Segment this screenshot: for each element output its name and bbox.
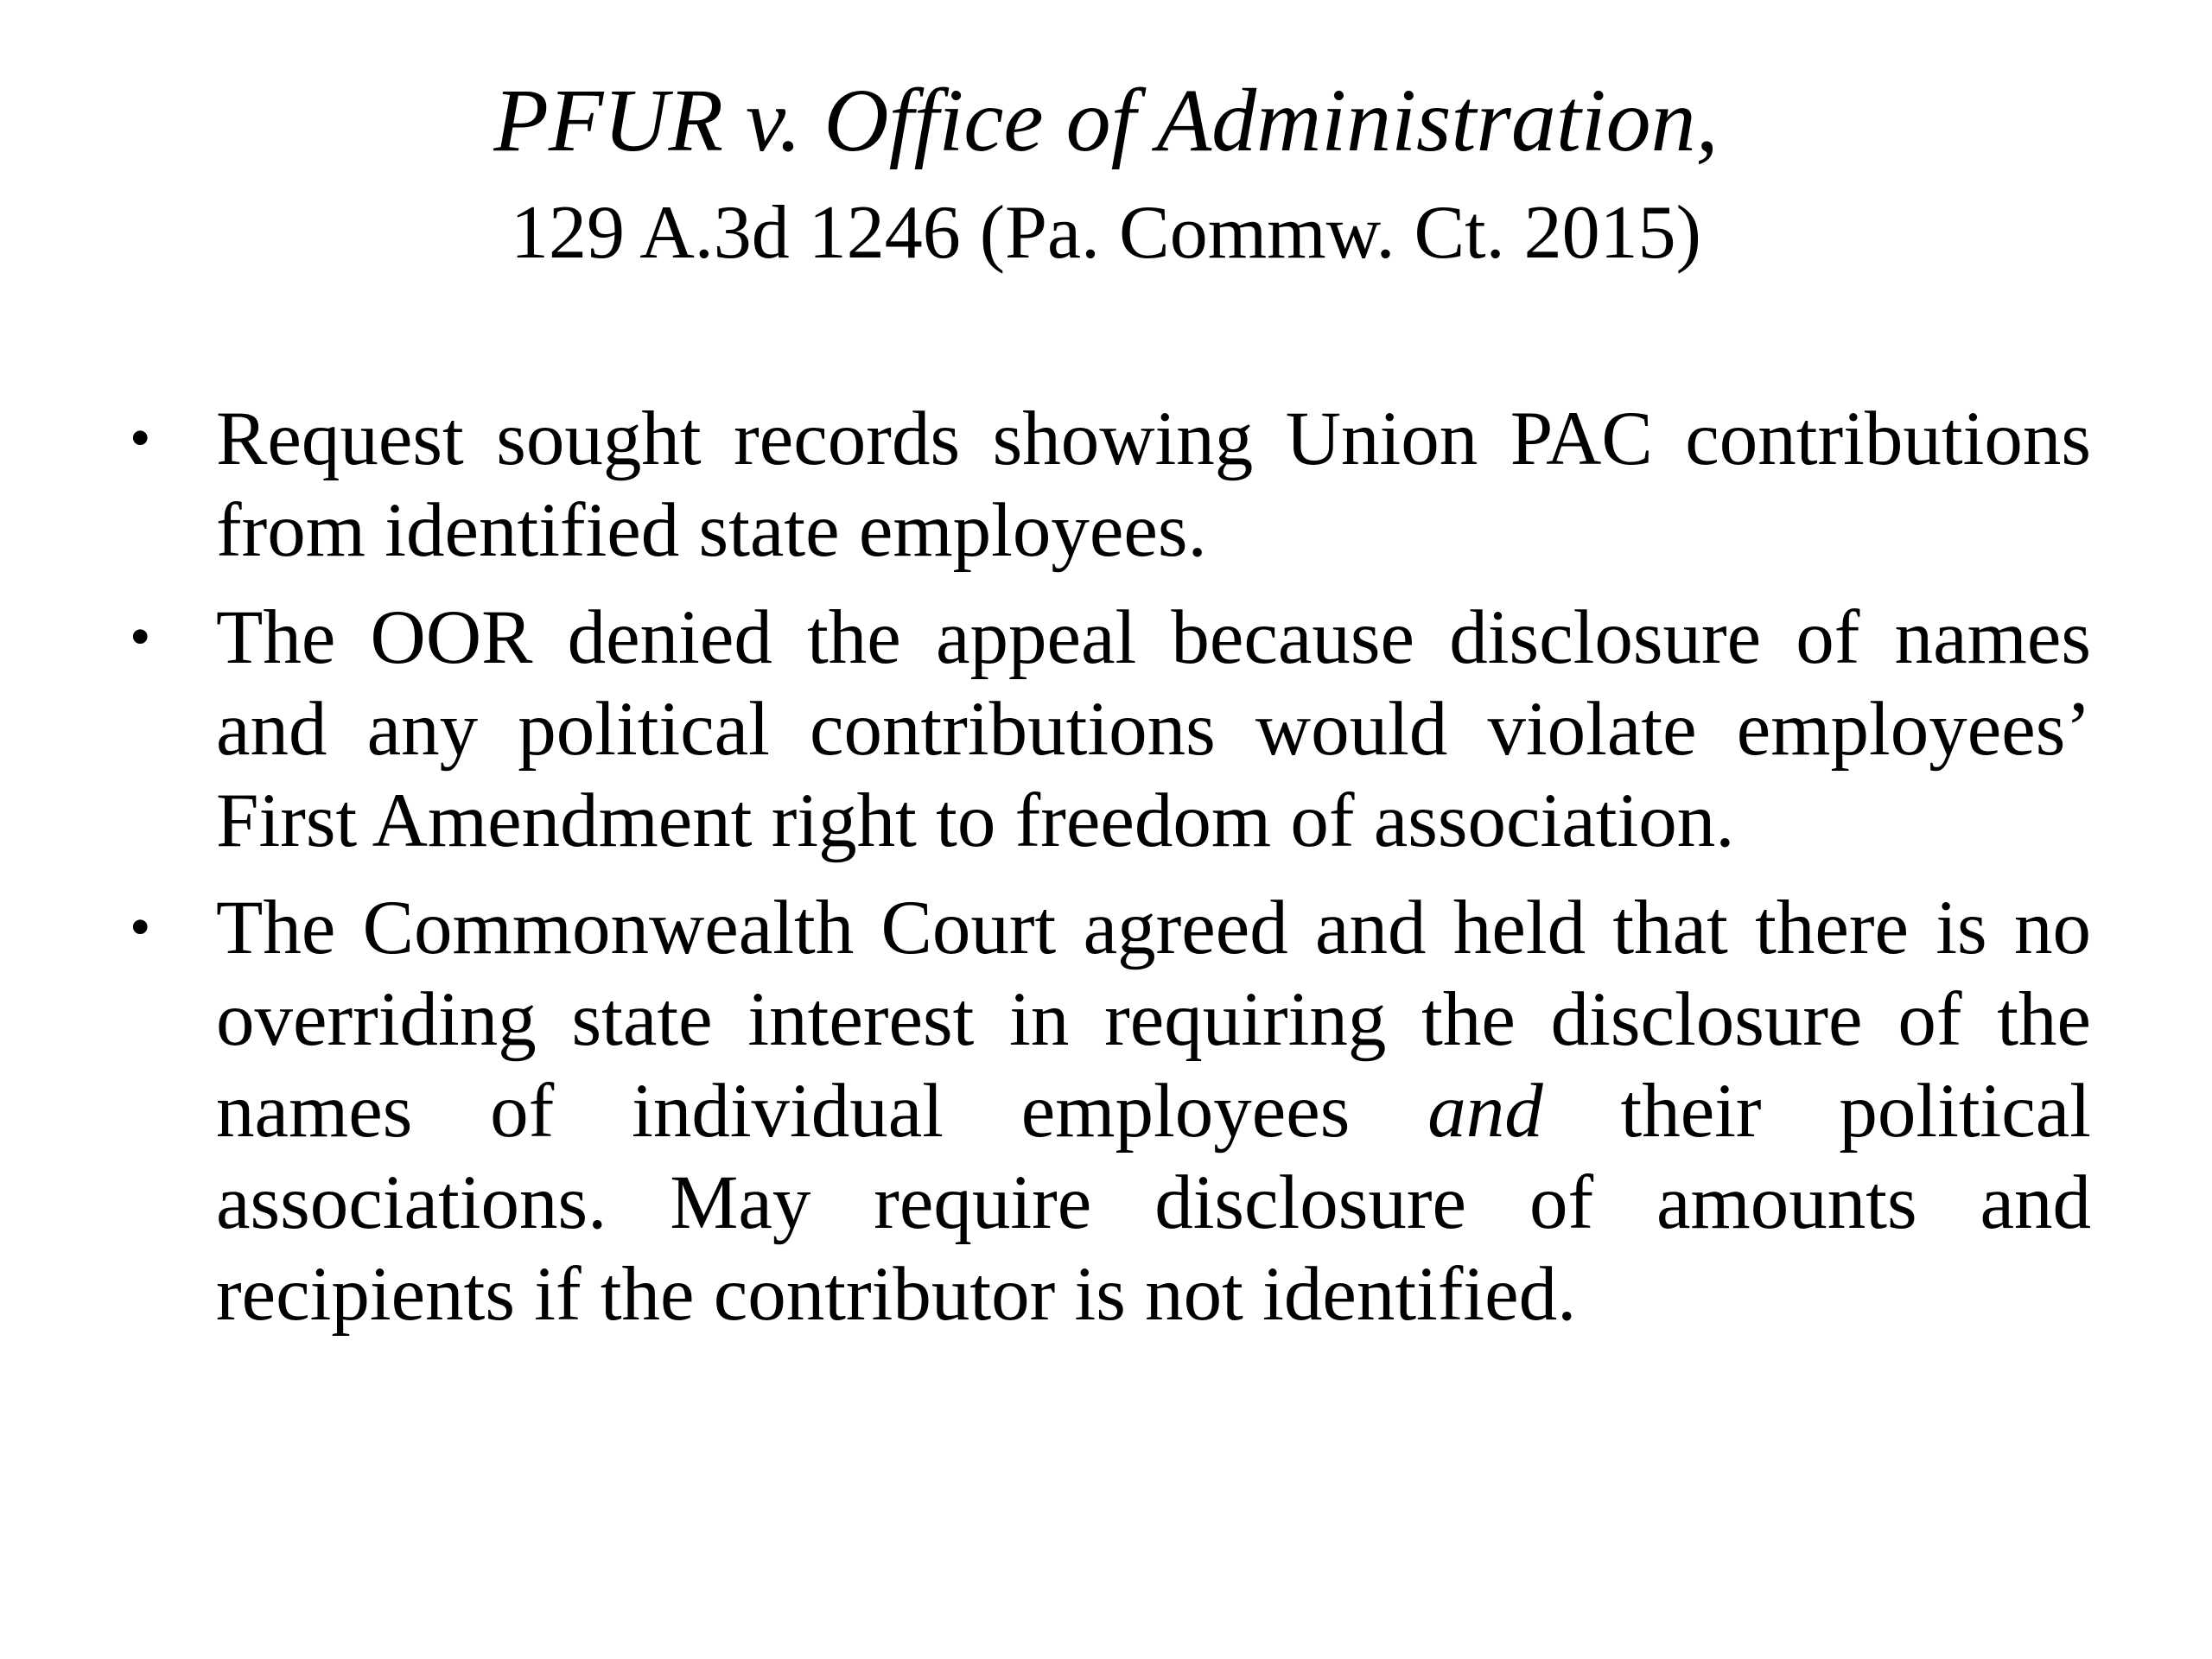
case-citation: 129 A.3d 1246 (Pa. Commw. Ct. 2015) bbox=[511, 191, 1701, 275]
bullet-text: The OOR denied the appeal because disclosure of names and any political contributions would violate employees’ First Amendment right to freedom of association. bbox=[216, 595, 2091, 863]
bullet-icon: • bbox=[130, 894, 151, 961]
bullet-text: Request sought records showing Union PAC contributions from identified state employees. bbox=[216, 397, 2091, 573]
bullet-text-before: The Commonwealth Court agreed and held that there is no overriding state interest in requiring the disclosure of the names of individual employees bbox=[216, 886, 2091, 1154]
bullet-icon: • bbox=[130, 604, 151, 671]
bullet-item-3 bbox=[130, 882, 2092, 1340]
emphasis-word: and bbox=[1427, 1069, 1543, 1154]
bullet-list bbox=[130, 393, 2092, 1356]
bullet-item-1 bbox=[130, 393, 2091, 576]
case-name-title: PFUR v. Office of Administration, bbox=[493, 71, 1719, 170]
slide-title bbox=[0, 60, 2212, 285]
bullet-text-after: their political associations. May require disclosure of amounts and recipients if the contributor is not identified. bbox=[216, 1069, 2092, 1337]
bullet-item-2 bbox=[130, 592, 2091, 867]
bullet-icon: • bbox=[130, 405, 151, 472]
bullet-text bbox=[216, 882, 2091, 1340]
